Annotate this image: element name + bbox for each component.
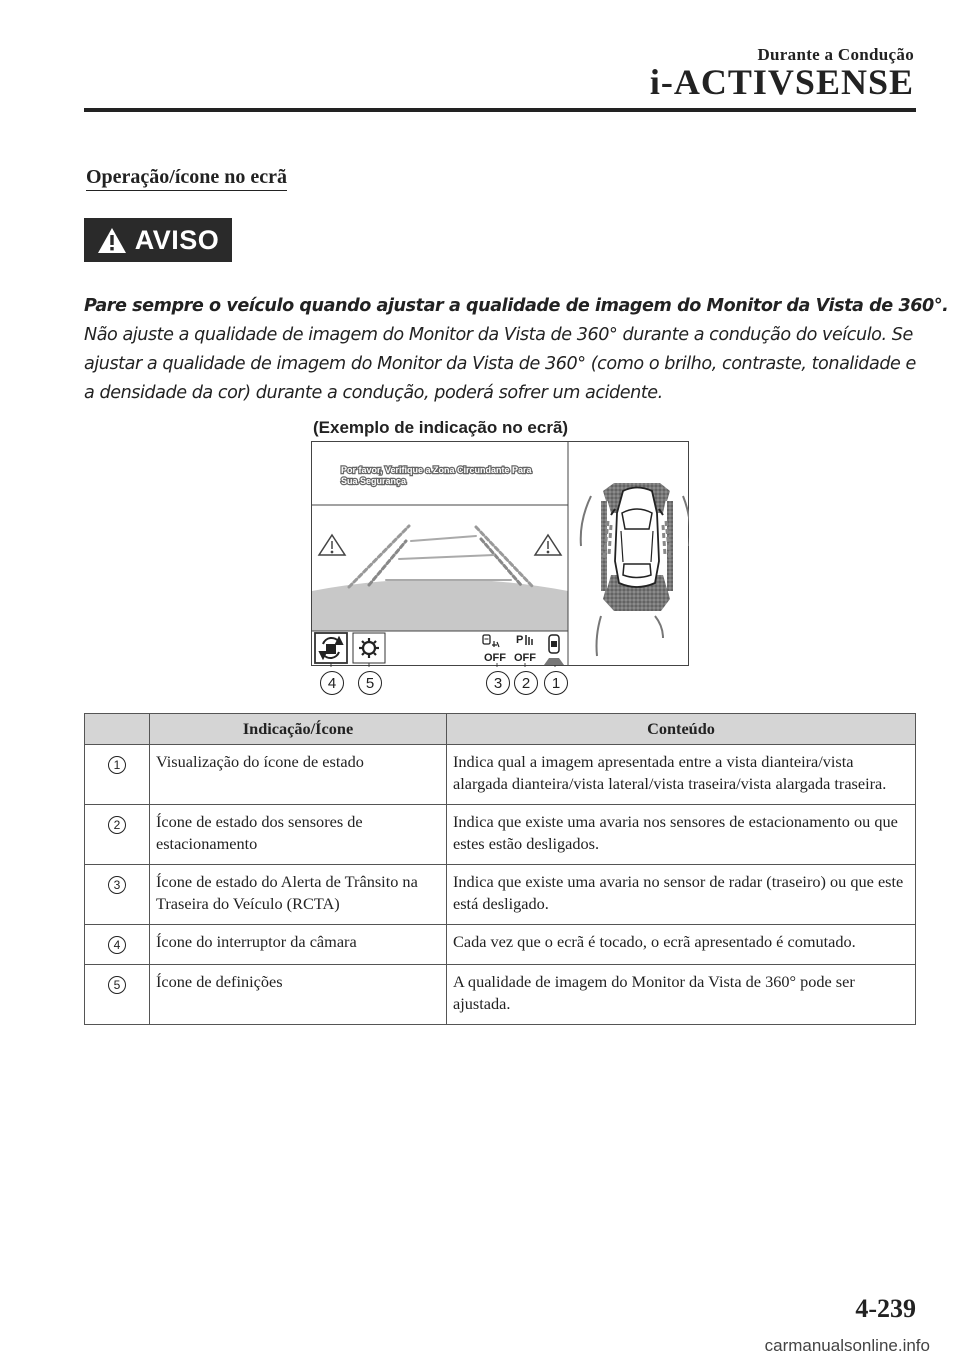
row-number: 2 xyxy=(85,805,150,865)
parking-off-label: OFF xyxy=(514,652,536,664)
figure-callouts xyxy=(300,671,700,701)
callout-3: 3 xyxy=(486,671,510,695)
warning-label: AVISO xyxy=(134,224,220,255)
settings-button[interactable] xyxy=(353,633,385,663)
callout-2: 2 xyxy=(514,671,538,695)
row-content: Indica qual a imagem apresentada entre a vista dianteira/vista alargada dianteira/vista lateral/vista traseira/vista alargada traseira. xyxy=(447,745,916,805)
table-row xyxy=(85,925,916,965)
row-content: Indica que existe uma avaria no sensor de radar (traseiro) ou que este está desligado. xyxy=(447,865,916,925)
row-icon-name: Ícone de estado dos sensores de estacionamento xyxy=(150,805,447,865)
warning-triangle-icon xyxy=(97,227,127,254)
header-title: i-ACTIVSENSE xyxy=(649,62,914,102)
row-content: A qualidade de imagem do Monitor da Vista de 360° pode ser ajustada. xyxy=(447,965,916,1025)
row-content: Indica que existe uma avaria nos sensores de estacionamento ou que estes estão desligados. xyxy=(447,805,916,865)
header-rule xyxy=(84,108,916,112)
row-icon-name: Ícone do interruptor da câmara xyxy=(150,925,447,965)
row-icon-name: Ícone de estado do Alerta de Trânsito na Traseira do Veículo (RCTA) xyxy=(150,865,447,925)
table-row xyxy=(85,745,916,805)
table-header-content: Conteúdo xyxy=(447,714,916,745)
row-icon-name: Visualização do ícone de estado xyxy=(150,745,447,805)
callout-5: 5 xyxy=(358,671,382,695)
icon-table xyxy=(84,713,916,1025)
figure-caption: (Exemplo de indicação no ecrã) xyxy=(313,418,569,437)
banner-line2: Sua Segurança xyxy=(341,476,407,486)
row-content: Cada vez que o ecrã é tocado, o ecrã apresentado é comutado. xyxy=(447,925,916,965)
row-icon-name: Ícone de definições xyxy=(150,965,447,1025)
camera-screen xyxy=(311,441,689,667)
row-number: 5 xyxy=(85,965,150,1025)
warning-badge xyxy=(84,218,232,262)
banner-line1: Por favor, Verifique a Zona Circundante Para xyxy=(341,465,532,475)
table-header-icon: Indicação/Ícone xyxy=(150,714,447,745)
watermark: carmanualsonline.info xyxy=(764,1336,930,1355)
callout-1: 1 xyxy=(544,671,568,695)
warning-body: Não ajuste a qualidade de imagem do Monitor da Vista de 360° durante a condução do veículo. Se ajustar a qualidade de imagem do Monitor da Vista de 360° (como o brilho, contraste, tonalidade e a densidade da cor) durante a condução, poderá sofrer um acidente. xyxy=(84,325,916,403)
page-number: 4-239 xyxy=(855,1294,916,1323)
header-subtitle: Durante a Condução xyxy=(757,45,914,64)
warning-lead: Pare sempre o veículo quando ajustar a qualidade de imagem do Monitor da Vista de 360°. xyxy=(84,296,949,316)
row-number: 3 xyxy=(85,865,150,925)
row-number: 1 xyxy=(85,745,150,805)
table-header-num xyxy=(85,714,150,745)
row-number: 4 xyxy=(85,925,150,965)
table-row xyxy=(85,805,916,865)
svg-text:P: P xyxy=(516,634,524,646)
callout-4: 4 xyxy=(320,671,344,695)
warning-text xyxy=(84,292,949,408)
section-title: Operação/ícone no ecrã xyxy=(86,165,287,191)
rcta-off-label: OFF xyxy=(484,652,506,664)
table-header-row xyxy=(85,714,916,745)
table-row xyxy=(85,865,916,925)
table-row xyxy=(85,965,916,1025)
